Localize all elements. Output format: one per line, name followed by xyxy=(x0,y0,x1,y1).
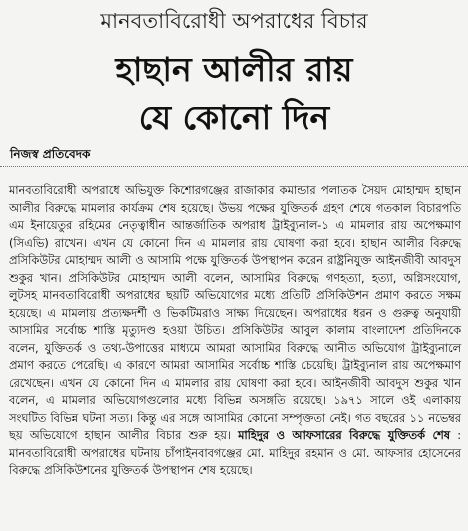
byline-divider xyxy=(0,166,468,167)
article-body-text: মানবতাবিরোধী অপরাধে অভিযুক্ত কিশোরগঞ্জের রাজাকার কমান্ডার পলাতক সৈয়দ মোহাম্মদ হাছান আলীর বিরুদ্ধে মামলার কার্যক্রম শেষ হয়েছে। উভয় পক্ষের যুক্তিতর্ক গ্রহণ শেষে গতকাল বিচারপতি এম ইনায়েতুর রহিমের নেতৃত্বাধীন আন্তর্জাতিক অপরাধ ট্রাইব্যুনাল-১ এ মামলার রায় অপেক্ষমাণ (সিএভি) রাখেন। এখন যে কোনো দিন এ মামলার রায় ঘোষণা করা হবে। হাছান আলীর বিরুদ্ধে প্রসিকিউটর মোহাম্মদ আলী ও আসামি পক্ষে যুক্তিতর্ক উপস্থাপন করেন রাষ্ট্রনিযুক্ত আইনজীবী আবদুস শুকুর খান। প্রসিকিউটর মোহাম্মদ আলী বলেন, আসামির বিরুদ্ধে গণহত্যা, হত্যা, অগ্নিসংযোগ, লুটসহ মানবতাবিরোধী অপরাধের ছয়টি অভিযোগের মধ্যে প্রতিটি প্রসিকিউশন প্রমাণ করতে সক্ষম হয়েছে। এ মামলায় প্রত্যক্ষদর্শী ও ভিকটিমরাও সাক্ষ্য দিয়েছেন। অপরাধের ধরন ও গুরুত্ব অনুযায়ী আসামির সর্বোচ্চ শাস্তি মৃত্যুদণ্ড হওয়া উচিত। প্রসিকিউটর আবুল কালাম বাংলাদেশ প্রতিদিনকে বলেন, যুক্তিতর্ক ও তথ্য-উপাত্তের মাধ্যমে আমরা আসামির বিরুদ্ধে আনীত অভিযোগ ট্রাইব্যুনালে প্রমাণ করতে পেরেছি। এ কারণে আমরা আসামির সর্বোচ্চ শাস্তি চেয়েছি। ট্রাইব্যুনাল রায় অপেক্ষমাণ রেখেছেন। এখন যে কোনো দিন এ মামলার রায় ঘোষণা করা হবে। আইনজীবী আবদুস শুকুর খান বলেন, এ মামলার অভিযোগগুলোর মধ্যে বিভিন্ন অসঙ্গতি রয়েছে। ১৯৭১ সালে ওই এলাকায় সংঘটিত বিভিন্ন ঘটনা সত্য। কিন্তু এর সঙ্গে আসামির কোনো সম্পৃক্ততা নেই। গত বছরের ১১ নভেম্বর ছয় অভিযোগে হাছান আলীর বিচার শুরু হয়। xyxy=(9,184,461,442)
kicker-line: মানবতাবিরোধী অপরাধের বিচার xyxy=(100,9,368,33)
article-body-text-continued: : মানবতাবিরোধী অপরাধের ঘটনায় চাঁপাইনবাবগঞ্জের মো. মাহিদুর রহমান ও মো. আফসার হোসেনের বিরুদ্ধে প্রসিকিউশনের যুক্তিতর্ক উপস্থাপন শেষ হয়েছে। xyxy=(9,429,462,477)
byline: নিজস্ব প্রতিবেদক xyxy=(10,147,91,161)
article-body xyxy=(9,182,461,480)
article-subhead: মাহিদুর ও আফসারের বিরুদ্ধে যুক্তিতর্ক শেষ xyxy=(238,429,450,442)
headline-line-2: যে কোনো দিন xyxy=(138,98,330,137)
headline-line-1: হাছান আলীর রায় xyxy=(115,50,353,89)
